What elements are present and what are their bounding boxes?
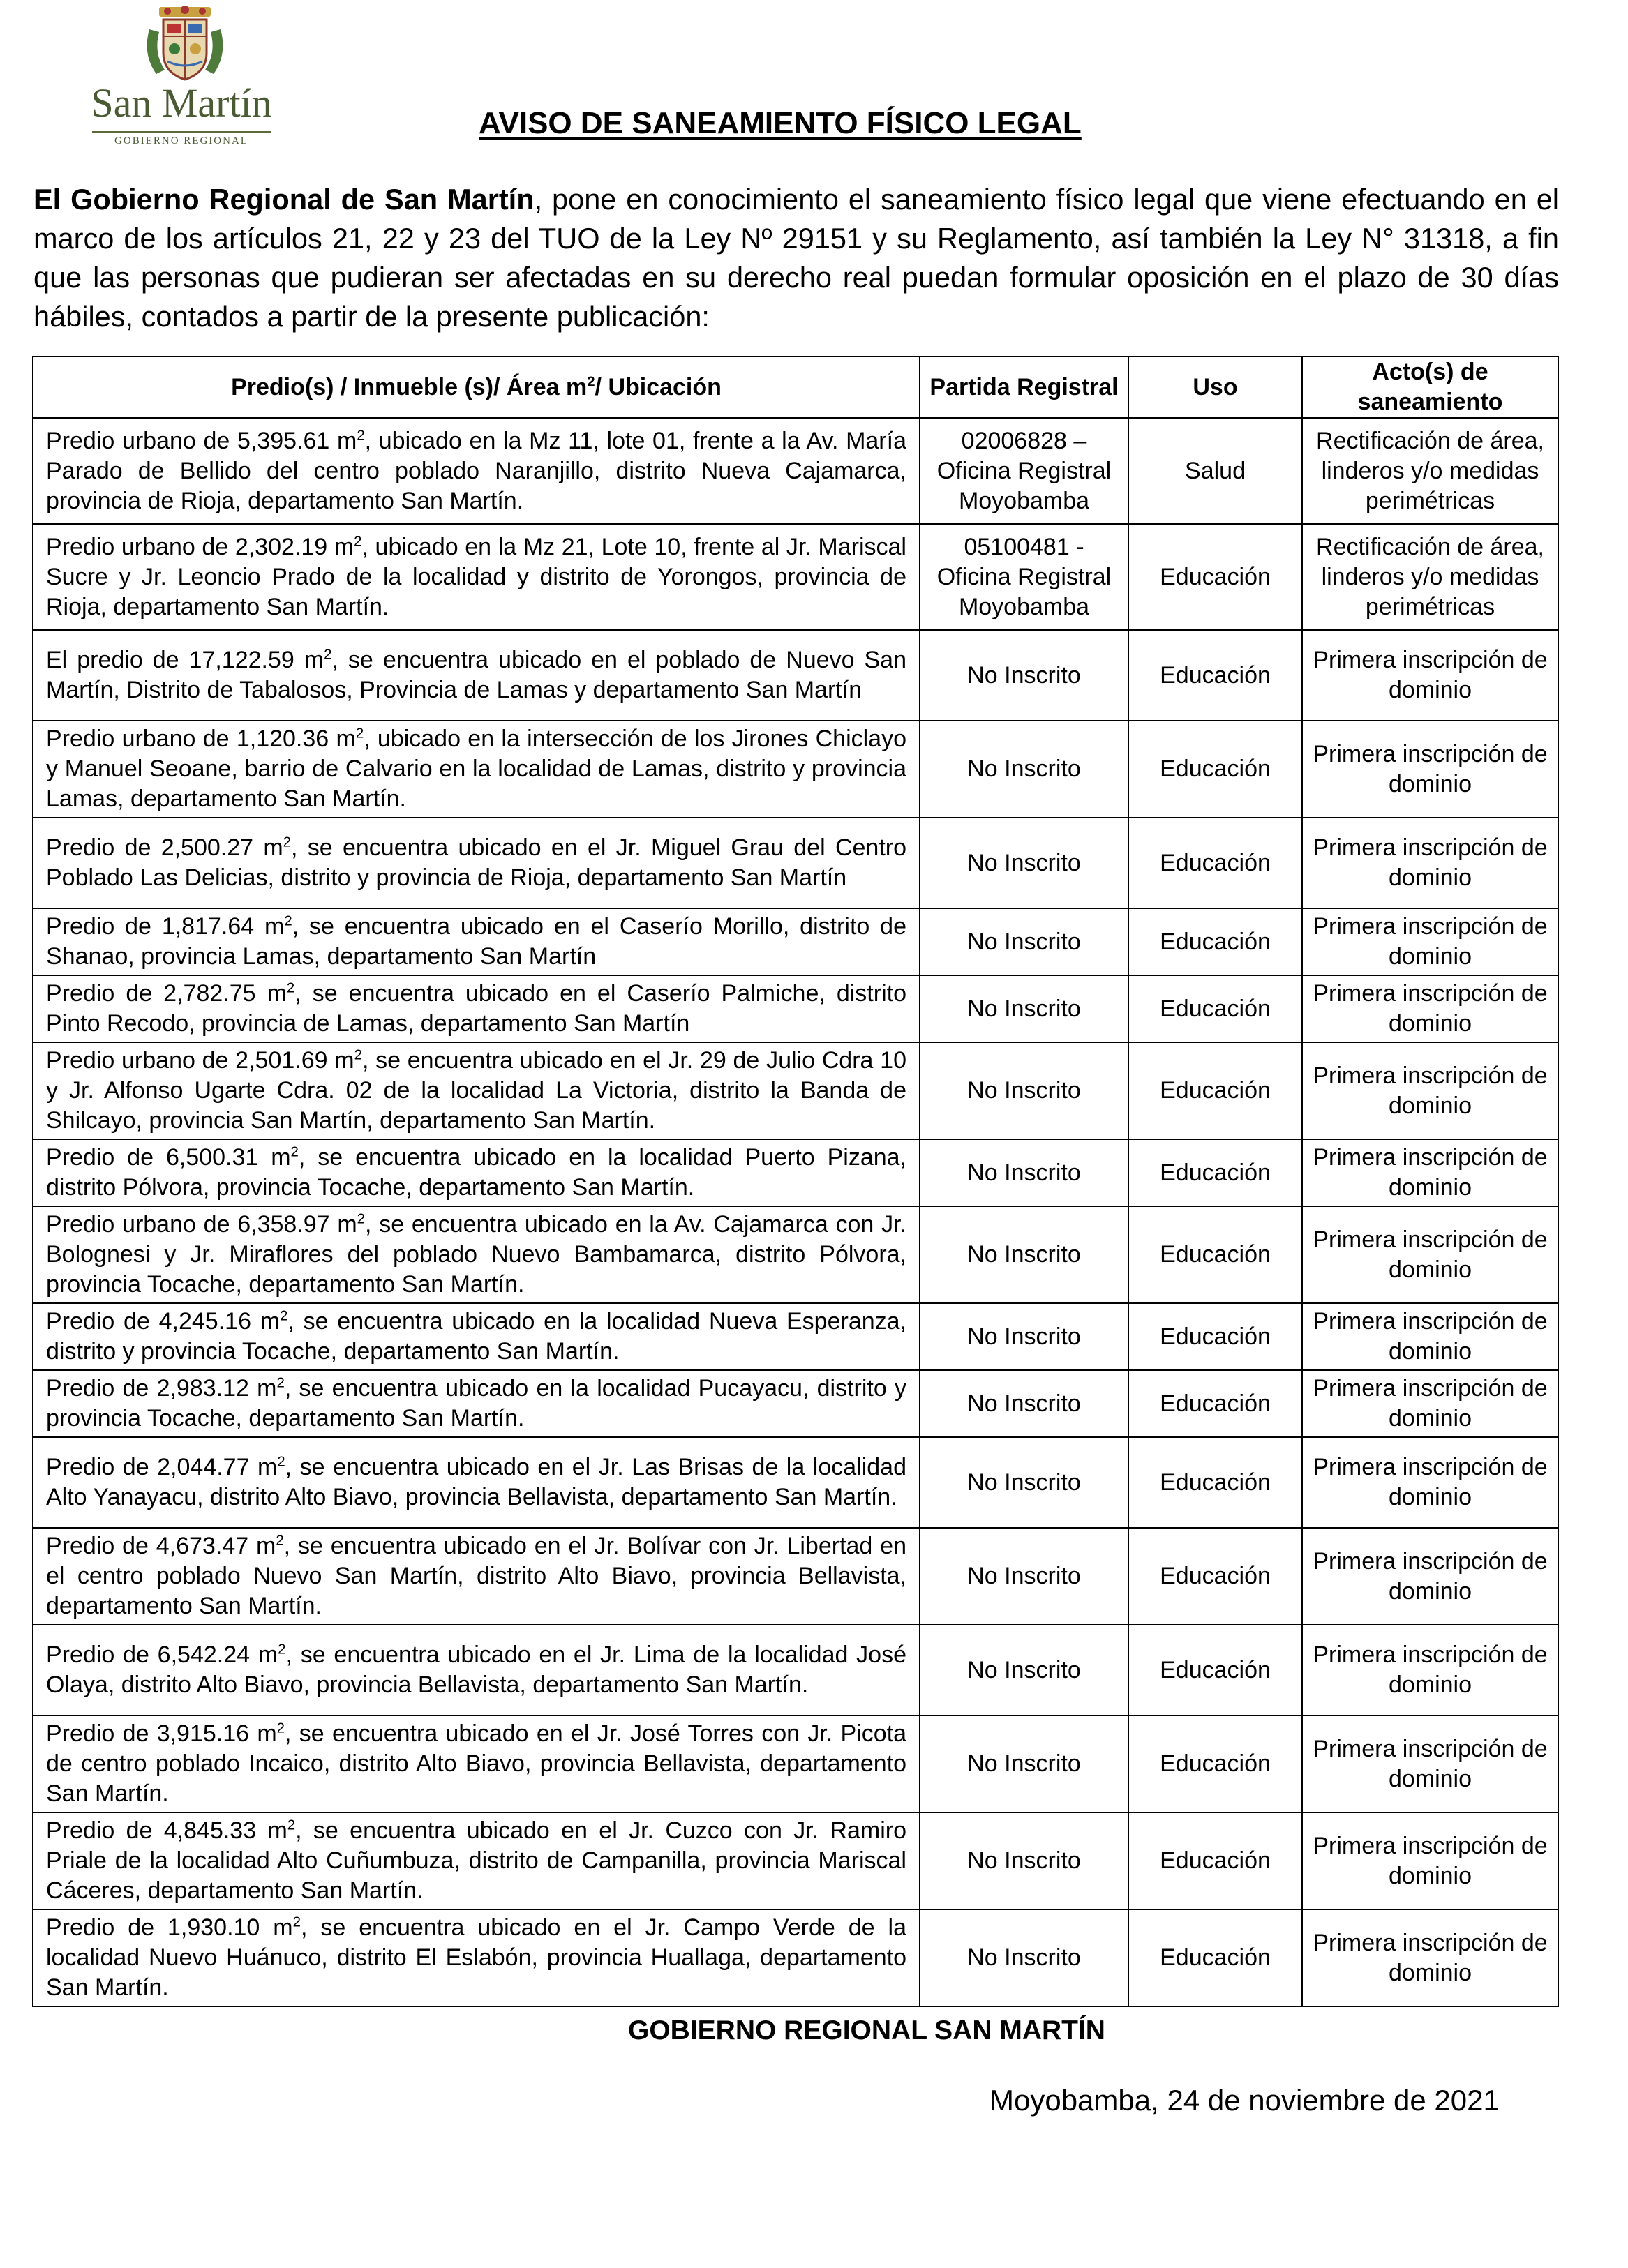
- gobierno-regional-logo: [77, 6, 286, 145]
- cell-uso: Educación: [1128, 1625, 1302, 1715]
- cell-predio: Predio de 4,673.47 $m^2$, se encuentra ubicado en el Jr. Bolívar con Jr. Libertad en el centro poblado Nuevo San Martín, distrito Alto Biavo, provincia Bellavista, departamento San Martín.: [33, 1528, 920, 1625]
- cell-acto: Primera inscripción de dominio: [1302, 1625, 1558, 1715]
- table-row: [33, 1139, 1558, 1206]
- cell-acto: Primera inscripción de dominio: [1302, 908, 1558, 975]
- intro-paragraph: [33, 180, 1559, 336]
- cell-predio: Predio de 2,983.12 $m^2$, se encuentra ubicado en la localidad Pucayacu, distrito y provincia Tocache, departamento San Martín.: [33, 1370, 920, 1437]
- page-title: AVISO DE SANEAMIENTO FÍSICO LEGAL: [479, 106, 1082, 140]
- cell-uso: Educación: [1128, 975, 1302, 1042]
- cell-predio: Predio de 3,915.16 $m^2$, se encuentra ubicado en el Jr. José Torres con Jr. Picota de centro poblado Incaico, distrito Alto Biavo, provincia Bellavista, departamento San Martín.: [33, 1715, 920, 1812]
- cell-partida: No Inscrito: [920, 1042, 1128, 1139]
- cell-predio: Predio urbano de 5,395.61 $m^2$, ubicado en la Mz 11, lote 01, frente a la Av. María Parado de Bellido del centro poblado Naranjillo, distrito Nueva Cajamarca, provincia de Rioja, departamento San Martín.: [33, 418, 920, 524]
- cell-acto: Primera inscripción de dominio: [1302, 975, 1558, 1042]
- cell-predio: El predio de 17,122.59 $m^2$, se encuentra ubicado en el poblado de Nuevo San Martín, Distrito de Tabalosos, Provincia de Lamas y departamento San Martín: [33, 630, 920, 721]
- table-header-row: [33, 356, 1558, 418]
- cell-acto: Primera inscripción de dominio: [1302, 1303, 1558, 1370]
- table-row: [33, 524, 1558, 630]
- cell-acto: Primera inscripción de dominio: [1302, 1370, 1558, 1437]
- cell-partida: No Inscrito: [920, 1139, 1128, 1206]
- cell-predio: Predio de 1,930.10 $m^2$, se encuentra ubicado en el Jr. Campo Verde de la localidad Nuevo Huánuco, distrito El Eslabón, provincia Huallaga, departamento San Martín.: [33, 1909, 920, 2006]
- cell-predio: Predio de 1,817.64 $m^2$, se encuentra ubicado en el Caserío Morillo, distrito de Shanao, provincia Lamas, departamento San Martín: [33, 908, 920, 975]
- table-row: [33, 1437, 1558, 1528]
- cell-partida: 05100481 - Oficina Registral Moyobamba: [920, 524, 1128, 630]
- table-row: [33, 975, 1558, 1042]
- cell-predio: Predio urbano de 6,358.97 $m^2$, se encuentra ubicado en la Av. Cajamarca con Jr. Bolognesi y Jr. Miraflores del poblado Nuevo Bambamarca, distrito Pólvora, provincia Tocache, departamento San Martín.: [33, 1206, 920, 1303]
- cell-acto: Primera inscripción de dominio: [1302, 1206, 1558, 1303]
- header-partida: Partida Registral: [920, 356, 1128, 418]
- cell-uso: Educación: [1128, 1042, 1302, 1139]
- cell-uso: Educación: [1128, 1715, 1302, 1812]
- cell-acto: Rectificación de área, linderos y/o medidas perimétricas: [1302, 418, 1558, 524]
- cell-acto: Primera inscripción de dominio: [1302, 1528, 1558, 1625]
- table-row: [33, 1812, 1558, 1909]
- cell-partida: No Inscrito: [920, 1625, 1128, 1715]
- intro-org: El Gobierno Regional de San Martín: [33, 183, 535, 216]
- cell-partida: No Inscrito: [920, 1437, 1128, 1528]
- header-predio: Predio(s) / Inmueble (s)/ Área $m^2/$ Ubicación: [33, 356, 920, 418]
- table-row: [33, 721, 1558, 818]
- cell-acto: Primera inscripción de dominio: [1302, 818, 1558, 908]
- table-row: [33, 1370, 1558, 1437]
- table-row: [33, 1715, 1558, 1812]
- table-row: [33, 630, 1558, 721]
- cell-partida: No Inscrito: [920, 630, 1128, 721]
- cell-partida: No Inscrito: [920, 908, 1128, 975]
- intro-text: , pone en conocimiento el saneamiento físico legal que viene efectuando en el marco de los artículos 21, 22 y 23 del TUO de la Ley Nº 29151 y su Reglamento, así también la Ley N° 31318, a fin que las personas que pudieran ser afectadas en su derecho real puedan formular oposición en el plazo de 30 días hábiles, contados a partir de la presente publicación:: [33, 183, 1559, 333]
- header-acto: Acto(s) de saneamiento: [1302, 356, 1558, 418]
- table-row: [33, 1303, 1558, 1370]
- cell-acto: Primera inscripción de dominio: [1302, 1909, 1558, 2006]
- cell-predio: Predio urbano de 2,501.69 $m^2$, se encuentra ubicado en el Jr. 29 de Julio Cdra 10 y Jr. Alfonso Ugarte Cdra. 02 de la localidad La Victoria, distrito la Banda de Shilcayo, provincia San Martín, departamento San Martín.: [33, 1042, 920, 1139]
- cell-partida: No Inscrito: [920, 1812, 1128, 1909]
- cell-uso: Educación: [1128, 1370, 1302, 1437]
- cell-partida: No Inscrito: [920, 1206, 1128, 1303]
- cell-predio: Predio urbano de 2,302.19 $m^2$, ubicado en la Mz 21, Lote 10, frente al Jr. Mariscal Sucre y Jr. Leoncio Prado de la localidad y distrito de Yorongos, provincia de Rioja, departamento San Martín.: [33, 524, 920, 630]
- cell-predio: Predio de 6,542.24 $m^2$, se encuentra ubicado en el Jr. Lima de la localidad José Olaya, distrito Alto Biavo, provincia Bellavista, departamento San Martín.: [33, 1625, 920, 1715]
- cell-uso: Educación: [1128, 524, 1302, 630]
- cell-partida: No Inscrito: [920, 1528, 1128, 1625]
- logo-divider: [92, 131, 271, 133]
- cell-uso: Educación: [1128, 1909, 1302, 2006]
- cell-uso: Educación: [1128, 818, 1302, 908]
- properties-table: [32, 356, 1559, 2007]
- table-row: [33, 1909, 1558, 2006]
- cell-predio: Predio de 4,245.16 $m^2$, se encuentra ubicado en la localidad Nueva Esperanza, distrito y provincia Tocache, departamento San Martín.: [33, 1303, 920, 1370]
- cell-partida: No Inscrito: [920, 1370, 1128, 1437]
- table-row: [33, 1528, 1558, 1625]
- logo-name: San Martín: [91, 80, 272, 126]
- header-uso: Uso: [1128, 356, 1302, 418]
- cell-uso: Salud: [1128, 418, 1302, 524]
- cell-uso: Educación: [1128, 908, 1302, 975]
- table-row: [33, 1042, 1558, 1139]
- cell-uso: Educación: [1128, 721, 1302, 818]
- cell-predio: Predio de 4,845.33 $m^2$, se encuentra ubicado en el Jr. Cuzco con Jr. Ramiro Priale de la localidad Alto Cuñumbuza, distrito de Campanilla, provincia Mariscal Cáceres, departamento San Martín.: [33, 1812, 920, 1909]
- cell-uso: Educación: [1128, 1528, 1302, 1625]
- cell-acto: Primera inscripción de dominio: [1302, 1042, 1558, 1139]
- logo-subtitle: GOBIERNO REGIONAL: [114, 135, 248, 147]
- cell-predio: Predio de 2,044.77 $m^2$, se encuentra ubicado en el Jr. Las Brisas de la localidad Alto Yanayacu, distrito Alto Biavo, provincia Bellavista, departamento San Martín.: [33, 1437, 920, 1528]
- table-row: [33, 1206, 1558, 1303]
- cell-partida: 02006828 – Oficina Registral Moyobamba: [920, 418, 1128, 524]
- cell-uso: Educación: [1128, 630, 1302, 721]
- cell-acto: Primera inscripción de dominio: [1302, 1715, 1558, 1812]
- cell-acto: Primera inscripción de dominio: [1302, 630, 1558, 721]
- cell-uso: Educación: [1128, 1206, 1302, 1303]
- cell-acto: Primera inscripción de dominio: [1302, 721, 1558, 818]
- cell-partida: No Inscrito: [920, 721, 1128, 818]
- coat-of-arms-icon: [140, 6, 230, 84]
- cell-uso: Educación: [1128, 1812, 1302, 1909]
- table-row: [33, 908, 1558, 975]
- cell-uso: Educación: [1128, 1139, 1302, 1206]
- cell-predio: Predio de 6,500.31 $m^2$, se encuentra ubicado en la localidad Puerto Pizana, distrito Pólvora, provincia Tocache, departamento San Martín.: [33, 1139, 920, 1206]
- cell-partida: No Inscrito: [920, 1715, 1128, 1812]
- table-row: [33, 818, 1558, 908]
- cell-partida: No Inscrito: [920, 1909, 1128, 2006]
- cell-uso: Educación: [1128, 1303, 1302, 1370]
- cell-partida: No Inscrito: [920, 1303, 1128, 1370]
- cell-acto: Primera inscripción de dominio: [1302, 1139, 1558, 1206]
- footer-organization: GOBIERNO REGIONAL SAN MARTÍN: [628, 2015, 1105, 2045]
- cell-uso: Educación: [1128, 1437, 1302, 1528]
- cell-acto: Primera inscripción de dominio: [1302, 1812, 1558, 1909]
- table-row: [33, 1625, 1558, 1715]
- cell-predio: Predio de 2,782.75 $m^2$, se encuentra ubicado en el Caserío Palmiche, distrito Pinto Recodo, provincia de Lamas, departamento San Martín: [33, 975, 920, 1042]
- cell-partida: No Inscrito: [920, 975, 1128, 1042]
- table-row: [33, 418, 1558, 524]
- cell-acto: Primera inscripción de dominio: [1302, 1437, 1558, 1528]
- cell-predio: Predio urbano de 1,120.36 $m^2$, ubicado en la intersección de los Jirones Chiclayo y Manuel Seoane, barrio de Calvario en la localidad de Lamas, distrito y provincia Lamas, departamento San Martín.: [33, 721, 920, 818]
- footer-date: Moyobamba, 24 de noviembre de 2021: [990, 2084, 1500, 2117]
- cell-partida: No Inscrito: [920, 818, 1128, 908]
- cell-predio: Predio de 2,500.27 $m^2$, se encuentra ubicado en el Jr. Miguel Grau del Centro Poblado Las Delicias, distrito y provincia de Rioja, departamento San Martín: [33, 818, 920, 908]
- cell-acto: Rectificación de área, linderos y/o medidas perimétricas: [1302, 524, 1558, 630]
